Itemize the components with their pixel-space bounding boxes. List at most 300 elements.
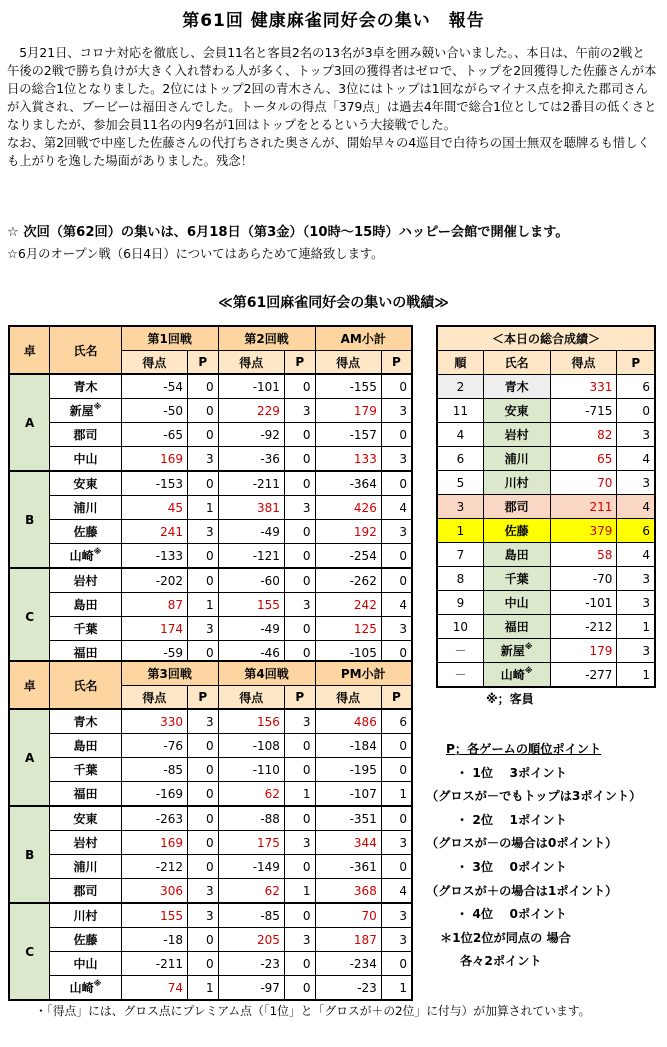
player-name-text: 岩村 — [73, 574, 98, 588]
point-cell: 0 — [188, 855, 219, 879]
header-score: 得点 — [315, 686, 381, 710]
header-p: P — [284, 351, 315, 375]
score-cell: 155 — [218, 593, 284, 617]
score-cell: -133 — [121, 544, 187, 569]
point-cell: 4 — [617, 543, 655, 567]
score-cell: 82 — [550, 423, 617, 447]
table-row — [9, 831, 412, 855]
point-cell: 1 — [617, 615, 655, 639]
score-cell: 368 — [315, 879, 381, 904]
player-name-text: 岩村 — [73, 836, 98, 850]
player-name — [50, 879, 121, 904]
player-name — [50, 496, 121, 520]
header-p: P — [617, 351, 655, 375]
header-score: 得点 — [550, 351, 617, 375]
table-row — [437, 615, 655, 639]
score-cell: 344 — [315, 831, 381, 855]
point-cell: 3 — [381, 928, 412, 952]
point-cell: 0 — [188, 399, 219, 423]
open-game-notice: ☆6月のオープン戦（6日4日）についてはあらためて連絡致します。 — [7, 247, 384, 261]
table-row — [437, 471, 655, 495]
point-cell: 0 — [381, 952, 412, 976]
pm-header-row — [9, 661, 412, 686]
point-cell: 3 — [381, 617, 412, 641]
player-name-text: 佐藤 — [504, 524, 529, 538]
point-cell: 3 — [188, 447, 219, 472]
score-cell: -351 — [315, 806, 381, 831]
player-name — [50, 976, 121, 1001]
score-cell: -211 — [121, 952, 187, 976]
score-cell: 211 — [550, 495, 617, 519]
report-paragraph-1: 5月21日、コロナ対応を徹底し、会員11名と客員2名の13名が3卓を囲み競い合いました。、本日は、午前の2戦と午後の2戦で勝ち負けが大きく入れ替わる人が多く、トップ3回の獲得者はゼロで、トップを2回獲得した佐藤さんが本日の総合1位となりました。2位にはトップ2回の青木さん、3位にはトップは1回ながらマイナス点を抑えた郡司さんが入賞され、ブービーは福田さんでした。トータルの得点「379点」は過去4年間で総合1位としては2番目の低くさとなりましたが、参加会員11名の内9名が1回はトップをとるという大接戦でした。 — [7, 46, 657, 132]
legend-line: （グロスが－の場合は0ポイント） — [426, 836, 618, 851]
legend-title: P；各ゲームの順位ポイント — [446, 742, 602, 756]
header-subtotal: AM小計 — [315, 326, 412, 351]
player-name-text: 郡司 — [73, 884, 98, 898]
score-cell: 65 — [550, 447, 617, 471]
score-cell: -49 — [218, 617, 284, 641]
player-name — [50, 471, 121, 496]
player-name — [50, 782, 121, 807]
player-name — [483, 663, 550, 688]
points-legend — [426, 738, 666, 974]
table-row — [9, 734, 412, 758]
point-cell: 1 — [617, 663, 655, 688]
score-cell: 62 — [218, 879, 284, 904]
header-game1: 第1回戦 — [121, 326, 218, 351]
legend-line: ・ 1位 3ポイント — [456, 765, 567, 780]
point-cell: 0 — [188, 423, 219, 447]
point-cell: 0 — [284, 855, 315, 879]
point-cell: 0 — [381, 374, 412, 399]
header-game3: 第3回戦 — [121, 661, 218, 686]
score-cell: -49 — [218, 520, 284, 544]
player-name-text: 佐藤 — [73, 525, 98, 539]
table-row — [437, 567, 655, 591]
overall-title: ＜本日の総合成績＞ — [437, 326, 655, 351]
point-cell: 0 — [284, 447, 315, 472]
table-row — [9, 782, 412, 807]
score-cell: -46 — [218, 641, 284, 666]
score-cell: -195 — [315, 758, 381, 782]
point-cell: 4 — [381, 879, 412, 904]
score-cell: -85 — [121, 758, 187, 782]
score-cell: -107 — [315, 782, 381, 807]
player-name-text: 岩村 — [504, 428, 529, 442]
point-cell: 0 — [381, 641, 412, 666]
player-name-text: 青木 — [73, 380, 98, 394]
player-name — [50, 617, 121, 641]
header-p: P — [284, 686, 315, 710]
player-name-text: 千葉 — [73, 622, 98, 636]
rank-cell: 11 — [437, 399, 483, 423]
header-p: P — [381, 351, 412, 375]
point-cell: 3 — [284, 496, 315, 520]
player-name — [50, 928, 121, 952]
point-cell: 3 — [617, 591, 655, 615]
rank-cell: 5 — [437, 471, 483, 495]
point-cell: 0 — [284, 471, 315, 496]
point-cell: 3 — [188, 617, 219, 641]
score-cell: -364 — [315, 471, 381, 496]
score-cell: -108 — [218, 734, 284, 758]
score-cell: 74 — [121, 976, 187, 1001]
score-cell: -70 — [550, 567, 617, 591]
score-cell: -101 — [218, 374, 284, 399]
header-name: 氏名 — [50, 326, 121, 374]
point-cell: 0 — [188, 806, 219, 831]
overall-title-row — [437, 326, 655, 351]
table-row — [437, 423, 655, 447]
table-row — [9, 423, 412, 447]
point-cell: 3 — [284, 831, 315, 855]
player-name-text: 安東 — [504, 404, 529, 418]
player-name — [50, 855, 121, 879]
point-cell: 0 — [188, 374, 219, 399]
score-cell: 426 — [315, 496, 381, 520]
score-cell: 187 — [315, 928, 381, 952]
table-row — [437, 399, 655, 423]
score-cell: 156 — [218, 709, 284, 734]
point-cell: 3 — [284, 399, 315, 423]
point-cell: 0 — [188, 928, 219, 952]
score-cell: -212 — [121, 855, 187, 879]
point-cell: 0 — [284, 544, 315, 569]
table-row — [9, 447, 412, 472]
group-label-b: B — [9, 806, 50, 903]
score-cell: -262 — [315, 568, 381, 593]
point-cell: 4 — [617, 447, 655, 471]
table-row — [9, 758, 412, 782]
pm-results-table — [8, 660, 413, 1001]
point-cell: 0 — [381, 471, 412, 496]
score-cell: 381 — [218, 496, 284, 520]
table-row — [9, 617, 412, 641]
score-cell: 58 — [550, 543, 617, 567]
table-row — [9, 399, 412, 423]
player-name-text: 島田 — [504, 548, 529, 562]
point-cell: 0 — [188, 782, 219, 807]
point-cell: 0 — [188, 641, 219, 666]
table-row — [9, 568, 412, 593]
player-name — [50, 374, 121, 399]
group-label-b: B — [9, 471, 50, 568]
score-cell: 229 — [218, 399, 284, 423]
score-cell: 174 — [121, 617, 187, 641]
score-cell: -149 — [218, 855, 284, 879]
point-cell: 1 — [284, 782, 315, 807]
point-cell: 4 — [381, 593, 412, 617]
score-cell: -105 — [315, 641, 381, 666]
point-cell: 0 — [284, 976, 315, 1001]
score-cell: -65 — [121, 423, 187, 447]
player-name — [483, 399, 550, 423]
point-cell: 0 — [188, 734, 219, 758]
player-name-text: 郡司 — [504, 500, 529, 514]
table-row — [9, 928, 412, 952]
group-label-c: C — [9, 568, 50, 665]
player-name-text: 島田 — [73, 598, 98, 612]
header-p: P — [381, 686, 412, 710]
table-row — [9, 593, 412, 617]
score-cell: -212 — [550, 615, 617, 639]
score-cell: -23 — [218, 952, 284, 976]
score-cell: 330 — [121, 709, 187, 734]
point-cell: 0 — [381, 806, 412, 831]
point-cell: 0 — [284, 758, 315, 782]
point-cell: 0 — [284, 806, 315, 831]
point-cell: 0 — [381, 544, 412, 569]
header-score: 得点 — [218, 686, 284, 710]
table-row — [437, 375, 655, 399]
point-cell: 6 — [617, 519, 655, 543]
player-name-text: 安東 — [73, 812, 98, 826]
point-cell: 0 — [188, 568, 219, 593]
score-cell: 242 — [315, 593, 381, 617]
point-cell: 3 — [617, 423, 655, 447]
score-cell: -263 — [121, 806, 187, 831]
score-cell: 125 — [315, 617, 381, 641]
player-name — [50, 903, 121, 928]
player-name-text: 佐藤 — [73, 933, 98, 947]
score-cell: 155 — [121, 903, 187, 928]
player-name — [50, 399, 121, 423]
score-cell: 175 — [218, 831, 284, 855]
score-cell: -36 — [218, 447, 284, 472]
score-cell: 169 — [121, 831, 187, 855]
player-name — [50, 520, 121, 544]
rank-cell: 2 — [437, 375, 483, 399]
player-name-text: 郡司 — [73, 428, 98, 442]
score-cell: 87 — [121, 593, 187, 617]
player-name-text: 中山 — [504, 596, 529, 610]
point-cell: 3 — [617, 567, 655, 591]
player-name-text: 福田 — [73, 646, 98, 660]
point-cell: 0 — [284, 423, 315, 447]
player-name-text: 安東 — [73, 477, 98, 491]
point-cell: 0 — [617, 399, 655, 423]
player-name-text: 山崎 — [500, 668, 525, 682]
score-cell: -110 — [218, 758, 284, 782]
point-cell: 0 — [188, 952, 219, 976]
player-name — [483, 567, 550, 591]
rank-cell: － — [437, 663, 483, 688]
rank-cell: 8 — [437, 567, 483, 591]
point-cell: 3 — [188, 903, 219, 928]
point-cell: 0 — [284, 641, 315, 666]
score-cell: 70 — [550, 471, 617, 495]
point-cell: 3 — [381, 903, 412, 928]
table-row — [9, 709, 412, 734]
player-name — [483, 519, 550, 543]
table-row — [437, 639, 655, 663]
header-taku: 卓 — [9, 326, 50, 374]
player-name-text: 浦川 — [73, 860, 98, 874]
point-cell: 3 — [381, 831, 412, 855]
page-title: 第61回 健康麻雀同好会の集い 報告 — [182, 11, 485, 31]
score-cell: 205 — [218, 928, 284, 952]
header-score: 得点 — [121, 686, 187, 710]
score-cell: 169 — [121, 447, 187, 472]
footnote: ・「得点」には、グロス点にプレミアム点（「1位」と「グロスが＋の2位」に付与）が加算されています。 — [35, 1004, 591, 1018]
player-name-text: 川村 — [73, 909, 98, 923]
score-cell: -121 — [218, 544, 284, 569]
score-cell: -97 — [218, 976, 284, 1001]
point-cell: 3 — [284, 928, 315, 952]
results-title: ≪第61回麻雀同好会の集いの戦績≫ — [218, 295, 449, 311]
player-name — [50, 831, 121, 855]
header-taku: 卓 — [9, 661, 50, 709]
point-cell: 0 — [381, 423, 412, 447]
point-cell: 0 — [188, 758, 219, 782]
table-row — [437, 495, 655, 519]
point-cell: 0 — [381, 758, 412, 782]
player-name-text: 浦川 — [504, 452, 529, 466]
score-cell: -169 — [121, 782, 187, 807]
point-cell: 0 — [381, 855, 412, 879]
table-row — [437, 543, 655, 567]
table-row — [437, 447, 655, 471]
score-cell: -254 — [315, 544, 381, 569]
point-cell: 0 — [381, 734, 412, 758]
table-row — [9, 806, 412, 831]
point-cell: 0 — [381, 568, 412, 593]
score-cell: -76 — [121, 734, 187, 758]
player-name-text: 福田 — [73, 787, 98, 801]
player-name — [50, 593, 121, 617]
guest-mark: ※ — [93, 979, 102, 988]
point-cell: 3 — [381, 520, 412, 544]
overall-header-row — [437, 351, 655, 375]
player-name — [50, 568, 121, 593]
rank-cell: 7 — [437, 543, 483, 567]
point-cell: 3 — [617, 639, 655, 663]
score-cell: -715 — [550, 399, 617, 423]
rank-cell: 1 — [437, 519, 483, 543]
player-name — [50, 423, 121, 447]
score-cell: -202 — [121, 568, 187, 593]
point-cell: 3 — [617, 471, 655, 495]
score-cell: -153 — [121, 471, 187, 496]
score-cell: -92 — [218, 423, 284, 447]
header-score: 得点 — [218, 351, 284, 375]
point-cell: 0 — [284, 520, 315, 544]
score-cell: -211 — [218, 471, 284, 496]
point-cell: 0 — [188, 471, 219, 496]
score-cell: -88 — [218, 806, 284, 831]
score-cell: -184 — [315, 734, 381, 758]
player-name-text: 千葉 — [504, 572, 529, 586]
rank-cell: 3 — [437, 495, 483, 519]
score-cell: -85 — [218, 903, 284, 928]
point-cell: 1 — [188, 496, 219, 520]
table-row — [437, 663, 655, 688]
rank-cell: 10 — [437, 615, 483, 639]
player-name — [483, 495, 550, 519]
player-name — [483, 615, 550, 639]
score-cell: -361 — [315, 855, 381, 879]
report-paragraph-2: なお、第2回戦で中座した佐藤さんの代打ちされた奥さんが、開始早々の4巡目で白待ちの国士無双を聴牌るも惜しくも上がりを逸した場面がありました。残念！ — [7, 136, 650, 168]
header-game4: 第4回戦 — [218, 661, 315, 686]
point-cell: 3 — [381, 399, 412, 423]
player-name — [50, 952, 121, 976]
point-cell: 3 — [188, 520, 219, 544]
table-row — [9, 471, 412, 496]
table-row — [9, 374, 412, 399]
score-cell: -54 — [121, 374, 187, 399]
player-name — [50, 758, 121, 782]
player-name-text: 川村 — [504, 476, 529, 490]
point-cell: 3 — [188, 879, 219, 904]
score-cell: -234 — [315, 952, 381, 976]
table-row — [9, 879, 412, 904]
group-label-c: C — [9, 903, 50, 1000]
table-row — [437, 591, 655, 615]
score-cell: -50 — [121, 399, 187, 423]
legend-line: （グロスが－でもトップは3ポイント） — [426, 789, 642, 804]
point-cell: 6 — [617, 375, 655, 399]
score-cell: -157 — [315, 423, 381, 447]
legend-line: 各々2ポイント — [460, 954, 542, 969]
player-name — [483, 543, 550, 567]
score-cell: 45 — [121, 496, 187, 520]
am-header-row — [9, 326, 412, 351]
player-name-text: 浦川 — [73, 501, 98, 515]
header-game2: 第2回戦 — [218, 326, 315, 351]
point-cell: 1 — [284, 879, 315, 904]
am-results-table — [8, 325, 413, 666]
player-name — [483, 423, 550, 447]
guest-note: ※；客員 — [486, 692, 534, 706]
legend-line: ・ 3位 0ポイント — [456, 859, 567, 874]
point-cell: 3 — [188, 709, 219, 734]
header-score: 得点 — [121, 351, 187, 375]
point-cell: 0 — [284, 617, 315, 641]
header-p: P — [188, 686, 219, 710]
rank-cell: － — [437, 639, 483, 663]
player-name — [50, 447, 121, 472]
player-name-text: 新屋 — [69, 404, 94, 418]
score-cell: -23 — [315, 976, 381, 1001]
score-cell: 486 — [315, 709, 381, 734]
score-cell: -101 — [550, 591, 617, 615]
score-cell: -59 — [121, 641, 187, 666]
player-name-text: 新屋 — [500, 644, 525, 658]
guest-mark: ※ — [524, 642, 533, 651]
point-cell: 3 — [284, 709, 315, 734]
player-name-text: 山崎 — [69, 981, 94, 995]
player-name — [483, 591, 550, 615]
point-cell: 0 — [284, 374, 315, 399]
player-name — [50, 544, 121, 569]
player-name — [483, 639, 550, 663]
table-row — [9, 520, 412, 544]
guest-mark: ※ — [93, 547, 102, 556]
rank-cell: 9 — [437, 591, 483, 615]
point-cell: 0 — [284, 568, 315, 593]
header-rank: 順 — [437, 351, 483, 375]
table-row — [9, 903, 412, 928]
next-meeting-notice: ☆ 次回（第62回）の集いは、6月18日（第3金）（10時～15時）ハッピー会館で開催します。 — [7, 225, 569, 240]
score-cell: 331 — [550, 375, 617, 399]
player-name — [483, 375, 550, 399]
player-name-text: 島田 — [73, 739, 98, 753]
score-cell: -277 — [550, 663, 617, 688]
point-cell: 1 — [188, 593, 219, 617]
point-cell: 6 — [381, 709, 412, 734]
player-name — [483, 447, 550, 471]
legend-line: ・ 4位 0ポイント — [456, 907, 567, 922]
